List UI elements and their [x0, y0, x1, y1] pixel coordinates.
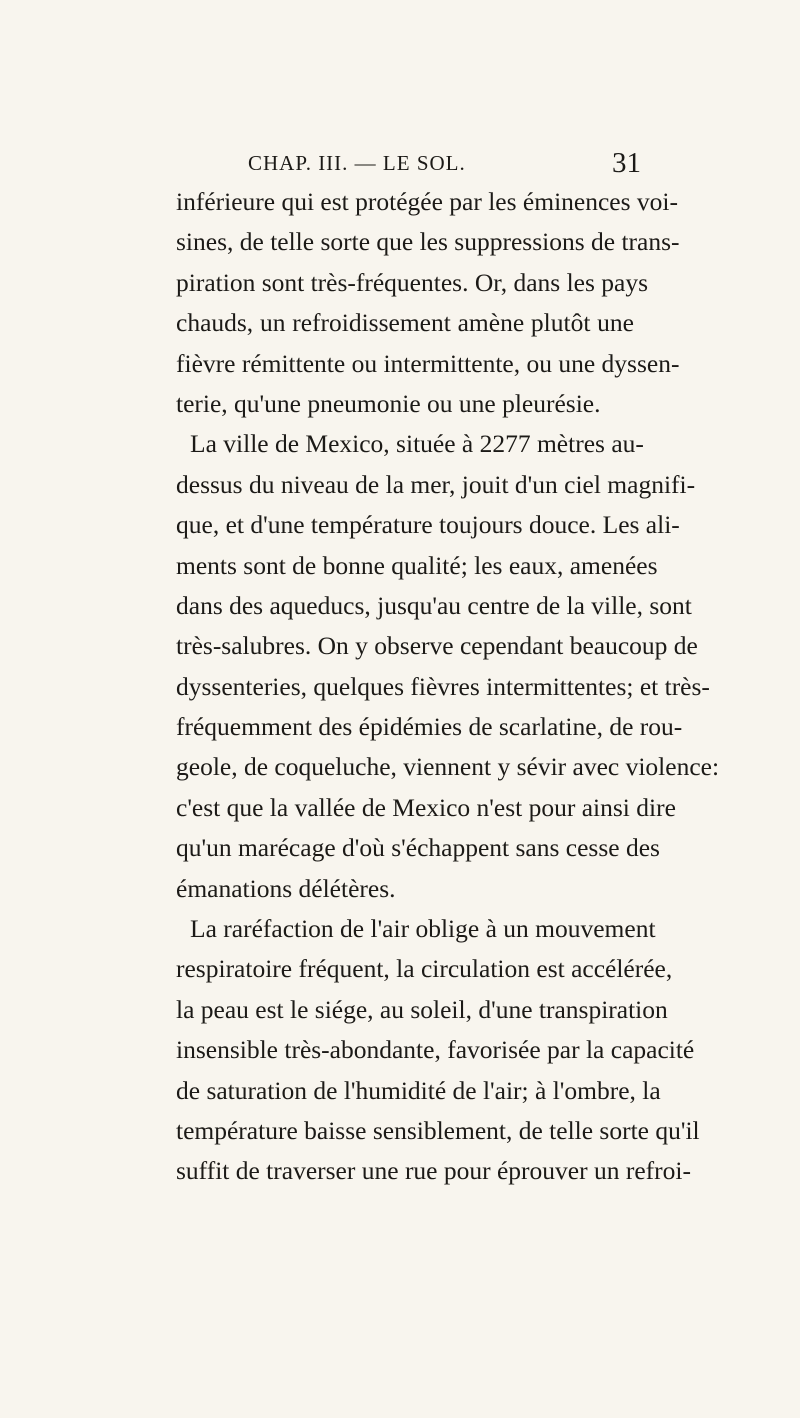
text-line: insensible très-abondante, favorisée par la capacité — [176, 1035, 695, 1065]
text-line: chauds, un refroidissement amène plutôt une — [176, 308, 634, 338]
text-line: fièvre rémittente ou intermittente, ou une dyssen- — [176, 348, 680, 378]
body-text — [176, 182, 720, 1192]
text-line: température baisse sensiblement, de telle sorte qu'il — [176, 1115, 700, 1145]
text-line: la peau est le siége, au soleil, d'une transpiration — [176, 994, 668, 1024]
text-line: dans des aqueducs, jusqu'au centre de la ville, sont — [176, 590, 692, 620]
paragraph-start-line: La raréfaction de l'air oblige à un mouvement — [190, 914, 656, 944]
text-line: piration sont très-fréquentes. Or, dans les pays — [176, 267, 649, 297]
text-line: de saturation de l'humidité de l'air; à l'ombre, la — [176, 1075, 661, 1105]
paragraph-start-line: La ville de Mexico, située à 2277 mètres au- — [190, 429, 644, 459]
text-line: qu'un marécage d'où s'échappent sans cesse des — [176, 833, 660, 863]
text-line: c'est que la vallée de Mexico n'est pour ainsi dire — [176, 792, 676, 822]
chapter-heading: CHAP. III. — LE SOL. — [248, 151, 466, 175]
text-line: ments sont de bonne qualité; les eaux, amenées — [176, 550, 658, 580]
text-line: inférieure qui est protégée par les éminences voi- — [176, 187, 678, 216]
text-line: dessus du niveau de la mer, jouit d'un ciel magnifi- — [176, 469, 696, 499]
text-line: geole, de coqueluche, viennent y sévir avec violence: — [176, 752, 720, 782]
text-line: sines, de telle sorte que les suppressions de trans- — [176, 227, 680, 257]
running-head — [0, 143, 800, 183]
text-line: émanations délétères. — [176, 873, 396, 903]
page-number: 31 — [612, 147, 641, 179]
text-line: respiratoire fréquent, la circulation est accélérée, — [176, 954, 673, 984]
text-line: suffit de traverser une rue pour éprouver un refroi- — [176, 1156, 691, 1186]
text-line: fréquemment des épidémies de scarlatine, de rou- — [176, 712, 683, 742]
text-line: dyssenteries, quelques fièvres intermittentes; et très- — [176, 671, 710, 701]
text-line: terie, qu'une pneumonie ou une pleurésie. — [176, 388, 601, 418]
text-line: très-salubres. On y observe cependant beaucoup de — [176, 631, 698, 661]
text-line: que, et d'une température toujours douce. Les ali- — [176, 510, 680, 540]
